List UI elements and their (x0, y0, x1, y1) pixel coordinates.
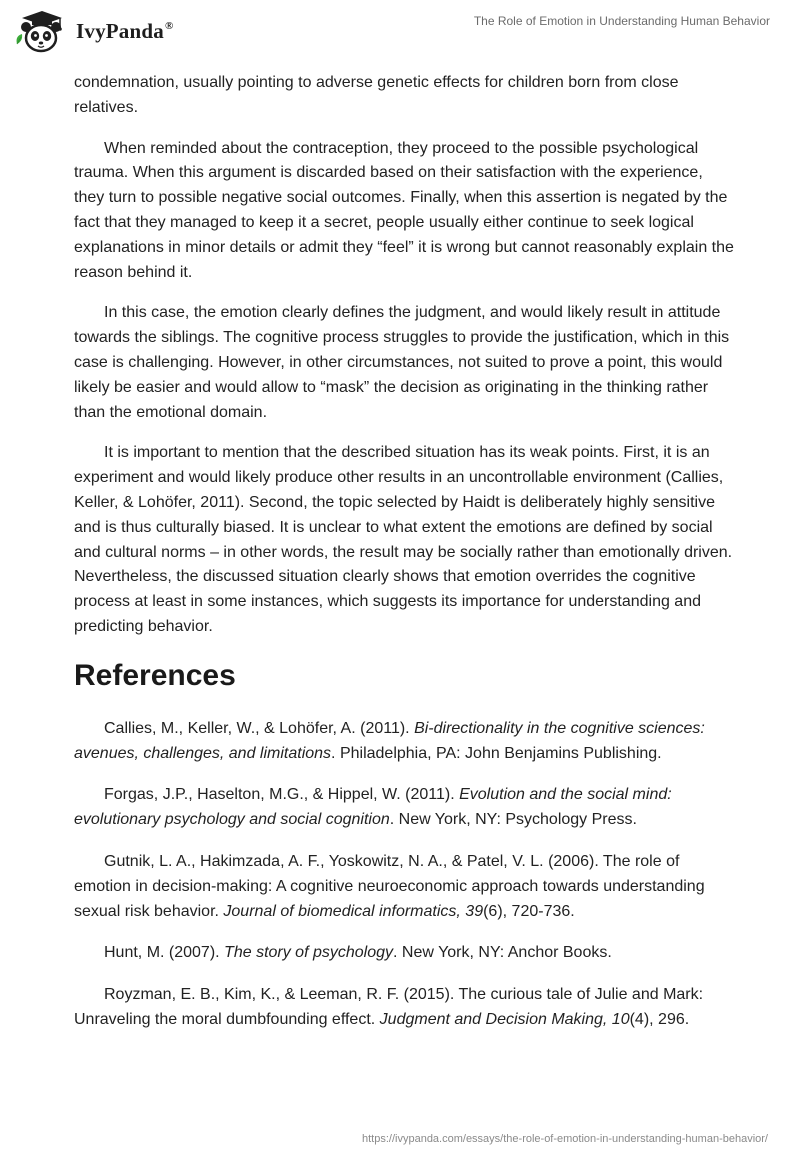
reference-issue: (6), 720-736. (483, 902, 575, 920)
brand-name: IvyPanda (76, 19, 164, 43)
document-title: The Role of Emotion in Understanding Human Behavior (473, 14, 770, 28)
reference-entry (74, 783, 734, 833)
essay-content (74, 71, 734, 1050)
paragraph-continuation: condemnation, usually pointing to adverse genetic effects for children born from close relatives. (74, 74, 679, 116)
brand-logo[interactable] (76, 19, 173, 44)
reference-journal: Journal of biomedical informatics, 39 (223, 902, 484, 920)
reference-issue: (4), 296. (629, 1010, 690, 1028)
reference-entry (74, 983, 734, 1033)
reference-authors: Forgas, J.P., Haselton, M.G., & Hippel, W. (2011). (104, 786, 460, 804)
reference-publisher: . New York, NY: Anchor Books. (393, 944, 612, 962)
references-heading: References (74, 658, 236, 692)
reference-authors: Hunt, M. (2007). (104, 944, 225, 962)
paragraph: It is important to mention that the described situation has its weak points. First, it is an experiment and would likely produce other results in an uncontrollable environment (Callies, Keller, & Lohöfer, 2011). Second, the topic selected by Haidt is deliberately highly sensitive and is thus culturally biased. It is unclear to what extent the emotions are defined by social and cultural norms – in other words, the result may be socially rather than emotionally driven. Nevertheless, the discussed situation clearly shows that emotion overrides the cognitive process at least in some instances, which suggests its importance for understanding and predicting behavior. (74, 444, 733, 635)
panda-graduate-icon[interactable] (14, 8, 66, 54)
registered-mark: ® (164, 20, 174, 32)
reference-authors: Callies, M., Keller, W., & Lohöfer, A. (2011). (104, 719, 415, 737)
reference-entry (74, 850, 734, 924)
paragraph: In this case, the emotion clearly defines the judgment, and would likely result in attitude towards the siblings. The cognitive process struggles to provide the justification, which in this case is challenging. However, in other circumstances, not suited to prove a point, this would likely be easier and would allow to “mask” the decision as originating in the thinking rather than the emotional domain. (74, 304, 730, 421)
reference-title: The story of psychology (224, 944, 394, 962)
reference-publisher: . New York, NY: Psychology Press. (389, 811, 637, 829)
page-header (0, 0, 800, 64)
reference-authors: Royzman, E. B., Kim, K., & Leeman, R. F. (2015). The curious tale of Julie and Mark: Unraveling the moral dumbfounding effect. (74, 986, 704, 1028)
reference-entry (74, 717, 734, 767)
paragraph: When reminded about the contraception, they proceed to the possible psychological trauma. When this argument is discarded based on their satisfaction with the experience, they turn to possible negative social outcomes. Finally, when this assertion is negated by the fact that they managed to keep it a secret, people usually either continue to seek logical explanations in minor details or admit they “feel” it is wrong but cannot reasonably explain the reason behind it. (74, 139, 734, 281)
reference-title: Bi-directionality in the cognitive sciences: avenues, challenges, and limitations (74, 719, 705, 762)
reference-title: Evolution and the social mind: evolutionary psychology and social cognition (74, 786, 672, 829)
reference-entry (74, 941, 734, 966)
reference-publisher: . Philadelphia, PA: John Benjamins Publishing. (331, 744, 662, 762)
reference-journal: Judgment and Decision Making, 10 (379, 1010, 630, 1028)
source-url-link[interactable]: https://ivypanda.com/essays/the-role-of-emotion-in-understanding-human-behavior/ (362, 1133, 768, 1145)
reference-authors: Gutnik, L. A., Hakimzada, A. F., Yoskowitz, N. A., & Patel, V. L. (2006). The role of emotion in decision-making: A cognitive neuroeconomic approach towards understanding sexual risk behavior. (74, 852, 705, 920)
